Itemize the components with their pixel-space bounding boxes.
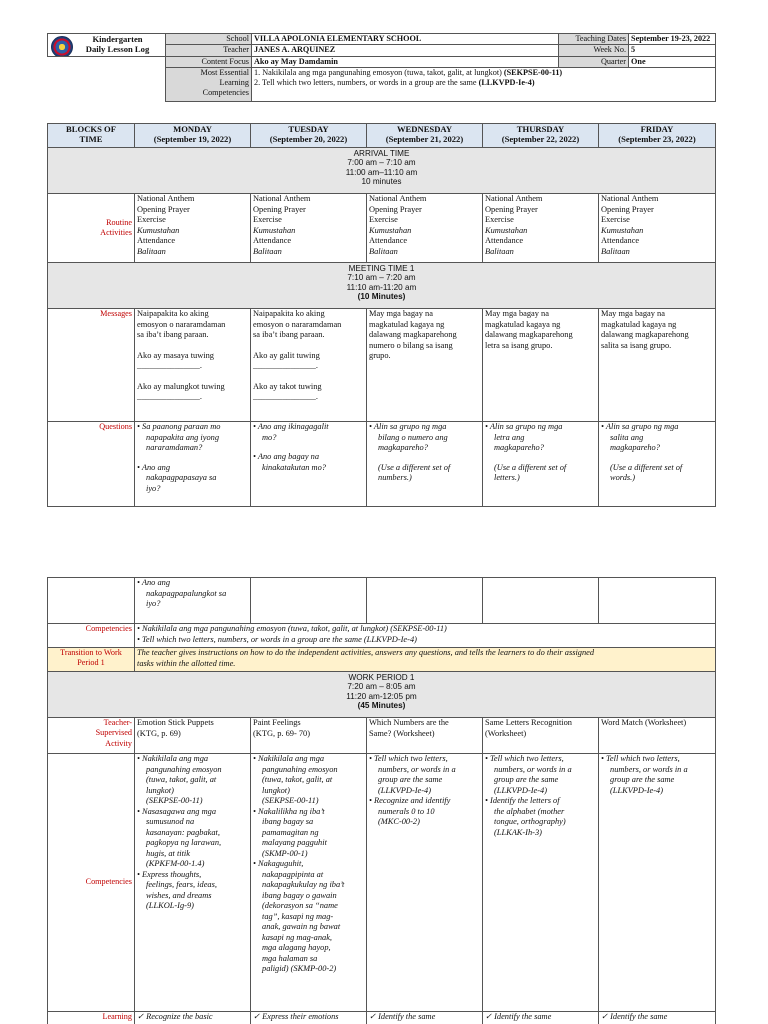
meeting-time-band: [48, 263, 716, 309]
competency-line: (SEKPSE-00-11): [146, 796, 203, 805]
routine-label: [48, 194, 135, 263]
question-line: numbers.): [378, 473, 412, 482]
col-header-text: BLOCKS OF: [66, 124, 116, 134]
meeting-line: MEETING TIME 1: [348, 264, 415, 273]
message-line: dalawang magkaparehong: [369, 330, 457, 339]
empty-cell: [48, 578, 135, 624]
competency-line: lungkot): [262, 785, 290, 795]
message-line: numero o bilang sa isang: [369, 340, 453, 350]
message-line: May mga bagay na: [601, 309, 665, 318]
competency-line: numbers, or words in a: [494, 764, 572, 774]
message-line: [253, 372, 364, 382]
mel-item-1-code: (SEKPSE-00-11): [503, 67, 563, 77]
routine-item: Exercise: [369, 215, 398, 224]
header-title-cell: [48, 34, 166, 57]
col-header-text: WEDNESDAY: [396, 124, 453, 134]
message-line: sa iba’t ibang paraan.: [253, 330, 325, 339]
question-line: • Alin sa grupo ng mga: [601, 422, 679, 431]
competency-line: hugis, at titik: [146, 848, 190, 858]
mel-value: [252, 67, 716, 101]
teaching-dates-label: Teaching Dates: [559, 34, 629, 45]
mel-item-2-text: 2. Tell which two letters, numbers, or words in a group are the same: [254, 78, 479, 87]
routine-item: Kumustahan: [137, 225, 180, 235]
spacer: [137, 454, 248, 463]
question-line: letra ang: [494, 432, 525, 442]
competency-line: numbers, or words in a: [610, 764, 688, 774]
competency-line: • Nakikilala ang mga: [137, 754, 209, 763]
competency-line: • Tell which two letters,: [601, 754, 680, 763]
competency-line: (LLKVPD-Ie-4): [610, 785, 664, 795]
routine-item: Attendance: [137, 236, 176, 245]
competency-line: • Express thoughts,: [137, 869, 202, 879]
questions-label: Questions: [48, 422, 135, 507]
competency-line: • Tell which two letters,: [485, 754, 564, 763]
col-header-text: TIME: [79, 133, 103, 144]
week-value: 5: [629, 45, 716, 56]
competencies-summary: [135, 624, 716, 648]
routine-cell: [483, 194, 599, 263]
question-line: words.): [610, 473, 636, 482]
mel-label-line: Most Essential: [200, 67, 249, 77]
tsa-line: Emotion Stick Puppets: [137, 718, 214, 727]
col-header-friday: [599, 124, 716, 148]
competency-line: group are the same: [378, 775, 443, 784]
header-table: [47, 33, 716, 102]
tsa-line: Paint Feelings: [253, 718, 301, 727]
competency-line: (LLKOL-Ig-9): [146, 901, 194, 910]
question-line: nakapagpapalungkot sa: [146, 588, 227, 598]
learning-wednesday: ✓ Identify the same: [367, 1012, 483, 1024]
competency-line: numbers, or words in a: [378, 764, 456, 774]
routine-cell: [367, 194, 483, 263]
competency-line: (SKMP-00-1): [262, 848, 308, 858]
questions-monday: [135, 422, 251, 507]
empty-cell: [599, 578, 716, 624]
routine-item: National Anthem: [369, 194, 427, 203]
message-line: letra sa isang grupo.: [485, 340, 553, 350]
dll-table-page-1: [47, 123, 716, 507]
col-header-text: TUESDAY: [288, 124, 329, 134]
routine-item: Kumustahan: [369, 225, 412, 235]
competency-line: • Nakalilikha ng iba’t: [253, 806, 325, 816]
col-header-text: THURSDAY: [516, 124, 565, 134]
competencies-tuesday: [251, 754, 367, 1012]
col-header-text: (September 22, 2022): [501, 133, 580, 144]
routine-item: Exercise: [253, 215, 282, 224]
tsa-label-line: Teacher-: [103, 718, 132, 727]
competencies-friday: [599, 754, 716, 1012]
transition-text: [135, 648, 716, 672]
competency-line: (dekorasyon sa “name: [262, 901, 338, 910]
col-header-text: (September 19, 2022): [153, 133, 232, 144]
transition-label-line: Period 1: [77, 658, 105, 668]
competency-line: • Nakikilala ang mga: [253, 754, 325, 763]
competency-line: (LLKVPD-Ie-4): [494, 785, 548, 795]
col-header-blocks: [48, 124, 135, 148]
tsa-line: (KTG, p. 69- 70): [253, 728, 310, 738]
competency-line: • Recognize and identify: [369, 796, 451, 805]
transition-line: tasks within the allotted time.: [137, 658, 236, 668]
spacer: [369, 454, 480, 463]
routine-item: Exercise: [137, 215, 166, 224]
questions-row: [48, 422, 716, 507]
col-header-text: (September 23, 2022): [618, 133, 696, 144]
competency-line: pangunahing emosyon: [146, 764, 222, 774]
message-line: [137, 372, 248, 382]
routine-item: National Anthem: [601, 194, 659, 203]
messages-monday: [135, 309, 251, 422]
col-header-thursday: [483, 124, 599, 148]
routine-item: National Anthem: [137, 194, 195, 203]
question-line: bilang o numero ang: [378, 432, 448, 442]
message-line: magkatulad kagaya ng: [369, 319, 445, 329]
quarter-value: One: [629, 56, 716, 67]
message-line: Naipapakita ko aking: [137, 309, 209, 318]
message-line: [253, 341, 364, 351]
mel-label: [166, 67, 252, 101]
competency-line: pangunahing emosyon: [262, 764, 338, 774]
question-line: • Ano ang: [137, 578, 171, 587]
question-line: (Use a different set of: [494, 462, 567, 472]
tsa-label-line: Supervised: [95, 728, 132, 738]
col-header-text: (September 21, 2022): [385, 133, 464, 144]
messages-row: [48, 309, 716, 422]
question-line: • Alin sa grupo ng mga: [485, 422, 563, 431]
question-line: napapakita ang iyong: [146, 432, 220, 442]
competency-line: (MKC-00-2): [378, 817, 420, 826]
question-line: (Use a different set of: [378, 462, 451, 472]
competency-line: group are the same: [610, 775, 675, 784]
arrival-line: 11:00 am–11:10 am: [345, 167, 418, 177]
routine-label-line: Routine: [106, 217, 132, 227]
competency-line: ibang bagay o gawain: [262, 890, 337, 900]
routine-item: Balitaan: [485, 246, 514, 256]
deped-seal-icon: [51, 36, 73, 56]
routine-item: Exercise: [601, 215, 630, 224]
tsa-line: Which Numbers are the: [369, 718, 449, 727]
teacher-label: Teacher: [166, 45, 252, 56]
tsa-wednesday: [367, 718, 483, 754]
competency-line: group are the same: [494, 775, 559, 784]
dll-table-page-2: [47, 577, 716, 1024]
tsa-tuesday: [251, 718, 367, 754]
competency-line: mga halaman sa: [262, 953, 318, 963]
meeting-line: (10 Minutes): [357, 292, 406, 302]
question-line: iyo?: [146, 599, 161, 608]
competency-line: tongue, orthography): [494, 817, 566, 826]
question-line: (Use a different set of: [610, 462, 683, 472]
transition-label: [48, 648, 135, 672]
tsa-line: Word Match (Worksheet): [601, 718, 687, 727]
work-period-line: (45 Minutes): [357, 701, 406, 711]
message-line: [137, 341, 248, 351]
tsa-line: (Worksheet): [485, 728, 527, 738]
message-line: May mga bagay na: [485, 309, 549, 318]
learning-friday: ✓ Identify the same: [599, 1012, 716, 1024]
message-line: Ako ay takot tuwing: [253, 381, 322, 391]
meeting-line: 11:10 am-11:20 am: [346, 282, 417, 292]
competency-line: nakapagkukulay ng iba’t: [262, 880, 345, 889]
col-header-monday: [135, 124, 251, 148]
routine-item: Attendance: [369, 236, 408, 245]
question-line: magkapareho?: [610, 443, 660, 452]
header-empty-cell: [48, 67, 166, 101]
learning-thursday: ✓ Identify the same: [483, 1012, 599, 1024]
spacer: [485, 454, 596, 463]
learning-monday: ✓ Recognize the basic: [135, 1012, 251, 1024]
competencies-monday: [135, 754, 251, 1012]
col-header-text: (September 20, 2022): [269, 133, 348, 144]
mel-item-2-code: (LLKVPD-Ie-4): [478, 78, 535, 87]
content-focus-label: Content Focus: [166, 56, 252, 67]
competencies-summary-row: [48, 624, 716, 648]
competency-line: nakapagpipinta at: [262, 869, 324, 879]
routine-item: Opening Prayer: [601, 204, 654, 214]
tsa-line: (KTG, p. 69): [137, 728, 181, 738]
routine-item: Attendance: [601, 236, 640, 245]
content-focus-value: Ako ay May Damdamin: [252, 56, 559, 67]
routine-item: Balitaan: [253, 246, 282, 256]
routine-label-line: Activities: [100, 228, 132, 237]
competency-line: pagkopya ng larawan,: [146, 838, 222, 847]
col-header-text: FRIDAY: [640, 124, 674, 134]
message-line: emosyon o nararamdaman: [253, 319, 342, 329]
competencies-row: [48, 754, 716, 1012]
message-line: grupo.: [369, 351, 391, 360]
routine-item: Opening Prayer: [369, 204, 422, 214]
header-title-line-2: Daily Lesson Log: [85, 44, 150, 55]
col-header-wednesday: [367, 124, 483, 148]
question-line: • Ano ang: [137, 462, 171, 472]
competencies-row-label: Competencies: [48, 754, 135, 1012]
routine-item: Exercise: [485, 215, 514, 224]
routine-cell: [599, 194, 716, 263]
questions-thursday: [483, 422, 599, 507]
question-line: • Ano ang bagay na: [253, 452, 320, 461]
messages-wednesday: [367, 309, 483, 422]
routine-cell: [135, 194, 251, 263]
competency-line: • Nakikilala ang mga pangunahing emosyon (tuwa, takot, galit, at lungkot) (SEKPSE-00-11): [137, 624, 447, 633]
tsa-label: [48, 718, 135, 754]
routine-item: Opening Prayer: [137, 204, 190, 214]
empty-cell: [251, 578, 367, 624]
competency-line: • Nakaguguhit,: [253, 859, 304, 868]
questions-wednesday: [367, 422, 483, 507]
competency-line: ibang bagay sa: [262, 817, 314, 826]
routine-item: National Anthem: [253, 194, 311, 203]
routine-item: Attendance: [485, 236, 524, 245]
learning-label: Learning: [48, 1012, 135, 1024]
competency-line: malayang pagguhit: [262, 838, 327, 847]
routine-item: Balitaan: [601, 246, 630, 256]
empty-cell: [483, 578, 599, 624]
messages-friday: [599, 309, 716, 422]
question-line: letters.): [494, 473, 520, 482]
message-line: Ako ay galit tuwing: [253, 350, 320, 360]
arrival-line: ARRIVAL TIME: [353, 149, 410, 158]
competency-line: (KPKFM-00-1.4): [146, 859, 205, 868]
competency-line: tag”, kasapi ng mag-: [262, 911, 334, 921]
arrival-line: 10 minutes: [361, 177, 402, 187]
routine-item: Kumustahan: [253, 225, 296, 235]
competency-line: (tuwa, takot, galit, at: [146, 775, 217, 784]
competency-line: (LLKVPD-Ie-4): [378, 785, 432, 795]
competencies-thursday: [483, 754, 599, 1012]
question-line: • Ano ang ikinagagalit: [253, 422, 329, 431]
work-period-line: 11:20 am-12:05 pm: [346, 691, 417, 701]
messages-thursday: [483, 309, 599, 422]
mel-label-line: Learning: [219, 78, 249, 87]
mel-label-line: Competencies: [202, 88, 249, 98]
message-line: Ako ay masaya tuwing: [137, 350, 214, 360]
col-header-tuesday: [251, 124, 367, 148]
competency-line: anak, gawain ng bawat: [262, 922, 341, 931]
message-line: Naipapakita ko aking: [253, 309, 325, 318]
message-line: sa iba’t ibang paraan.: [137, 330, 209, 339]
competency-line: feelings, fears, ideas,: [146, 880, 217, 889]
question-line: nararamdaman?: [146, 443, 203, 452]
competency-line: (LLKAK-Ih-3): [494, 827, 542, 837]
header-empty-cell: [48, 56, 166, 67]
competency-line: lungkot): [146, 785, 174, 795]
mel-item-2: [254, 78, 713, 88]
teacher-value: JANES A. ARQUINEZ: [252, 45, 559, 56]
mel-item-1: [254, 68, 713, 78]
learning-tuesday: ✓ Express their emotions: [251, 1012, 367, 1024]
questions-continued-row: [48, 578, 716, 624]
message-line: dalawang magkaparehong: [485, 330, 573, 339]
questions-tuesday: [251, 422, 367, 507]
tsa-friday: [599, 718, 716, 754]
competency-line: • Identify the letters of: [485, 796, 560, 805]
arrival-line: 7:00 am – 7:10 am: [347, 158, 416, 168]
routine-row: [48, 194, 716, 263]
competency-line: mga alagang hayop,: [262, 943, 331, 952]
teaching-dates-value: September 19-23, 2022: [629, 34, 716, 45]
meeting-line: 7:10 am – 7:20 am: [347, 273, 416, 283]
spacer: [253, 443, 364, 452]
competencies-label: Competencies: [48, 624, 135, 648]
message-line: _______________.: [137, 361, 202, 370]
routine-item: Balitaan: [137, 246, 166, 256]
question-line: mo?: [262, 432, 277, 442]
competency-line: paligid) (SKMP-00-2): [262, 964, 337, 973]
transition-label-line: Transition to Work: [60, 648, 122, 657]
learning-row: [48, 1012, 716, 1024]
routine-item: Attendance: [253, 236, 292, 245]
tsa-thursday: [483, 718, 599, 754]
question-line: iyo?: [146, 483, 161, 493]
competency-line: • Tell which two letters,: [369, 754, 448, 763]
competency-line: (tuwa, takot, galit, at: [262, 775, 333, 784]
spacer: [601, 454, 713, 463]
mel-item-1-text: 1. Nakikilala ang mga pangunahing emosyon (tuwa, takot, galit, at lungkot): [254, 67, 504, 77]
competency-line: pamamagitan ng: [262, 827, 319, 837]
competency-line: (SEKPSE-00-11): [262, 796, 319, 805]
routine-item: Opening Prayer: [253, 204, 306, 214]
competency-line: kasanayan: pagbakat,: [146, 827, 220, 837]
competency-line: • Nasasagawa ang mga: [137, 806, 217, 816]
message-line: salita sa isang grupo.: [601, 340, 672, 350]
tsa-line: Same Letters Recognition: [485, 718, 572, 727]
routine-item: Opening Prayer: [485, 204, 538, 214]
work-period-band: [48, 672, 716, 718]
col-header-text: MONDAY: [173, 124, 212, 134]
routine-item: Kumustahan: [485, 225, 528, 235]
routine-item: National Anthem: [485, 194, 543, 203]
arrival-time-band: [48, 148, 716, 194]
question-line: magkapareho?: [494, 443, 544, 452]
competency-line: kasapi ng mag-anak,: [262, 932, 333, 942]
quarter-label: Quarter: [559, 56, 629, 67]
competency-line: • Tell which two letters, numbers, or words in a group are the same (LLKVPD-Ie-4): [137, 634, 417, 644]
competency-line: numerals 0 to 10: [378, 806, 435, 816]
work-period-line: WORK PERIOD 1: [348, 673, 415, 682]
tsa-monday: [135, 718, 251, 754]
questions-friday: [599, 422, 716, 507]
message-line: magkatulad kagaya ng: [601, 319, 677, 329]
message-line: _______________.: [253, 361, 318, 370]
message-line: emosyon o nararamdaman: [137, 319, 226, 329]
message-line: _______________.: [137, 392, 202, 401]
questions-monday-continued: [135, 578, 251, 624]
routine-item: Balitaan: [369, 246, 398, 256]
week-label: Week No.: [559, 45, 629, 56]
competency-line: sumusunod na: [146, 817, 195, 826]
question-line: • Alin sa grupo ng mga: [369, 422, 447, 431]
question-line: kinakatakutan mo?: [262, 462, 326, 472]
competencies-wednesday: [367, 754, 483, 1012]
message-line: dalawang magkaparehong: [601, 330, 689, 339]
messages-tuesday: [251, 309, 367, 422]
work-period-line: 7:20 am – 8:05 am: [347, 682, 416, 692]
competency-line: the alphabet (mother: [494, 806, 565, 816]
tsa-label-line: Activity: [105, 738, 132, 748]
question-line: • Sa paanong paraan mo: [137, 422, 221, 431]
question-line: salita ang: [610, 432, 644, 442]
routine-cell: [251, 194, 367, 263]
message-line: magkatulad kagaya ng: [485, 319, 561, 329]
message-line: Ako ay malungkot tuwing: [137, 381, 225, 391]
tsa-row: [48, 718, 716, 754]
messages-label: Messages: [48, 309, 135, 422]
question-line: magkapareho?: [378, 443, 428, 452]
empty-cell: [367, 578, 483, 624]
message-line: May mga bagay na: [369, 309, 433, 318]
question-line: nakapagpapasaya sa: [146, 473, 217, 482]
competency-line: wishes, and dreams: [146, 890, 212, 900]
message-line: _______________.: [253, 392, 318, 401]
routine-item: Kumustahan: [601, 225, 644, 235]
school-label: School: [166, 34, 252, 45]
school-value: VILLA APOLONIA ELEMENTARY SCHOOL: [252, 34, 559, 45]
transition-line: The teacher gives instructions on how to do the independent activities, answers any questions, and tells the learners to do their assigned: [137, 648, 595, 657]
tsa-line: Same? (Worksheet): [369, 728, 435, 738]
header-title-line-1: Kindergarten: [92, 34, 143, 44]
transition-row: [48, 648, 716, 672]
